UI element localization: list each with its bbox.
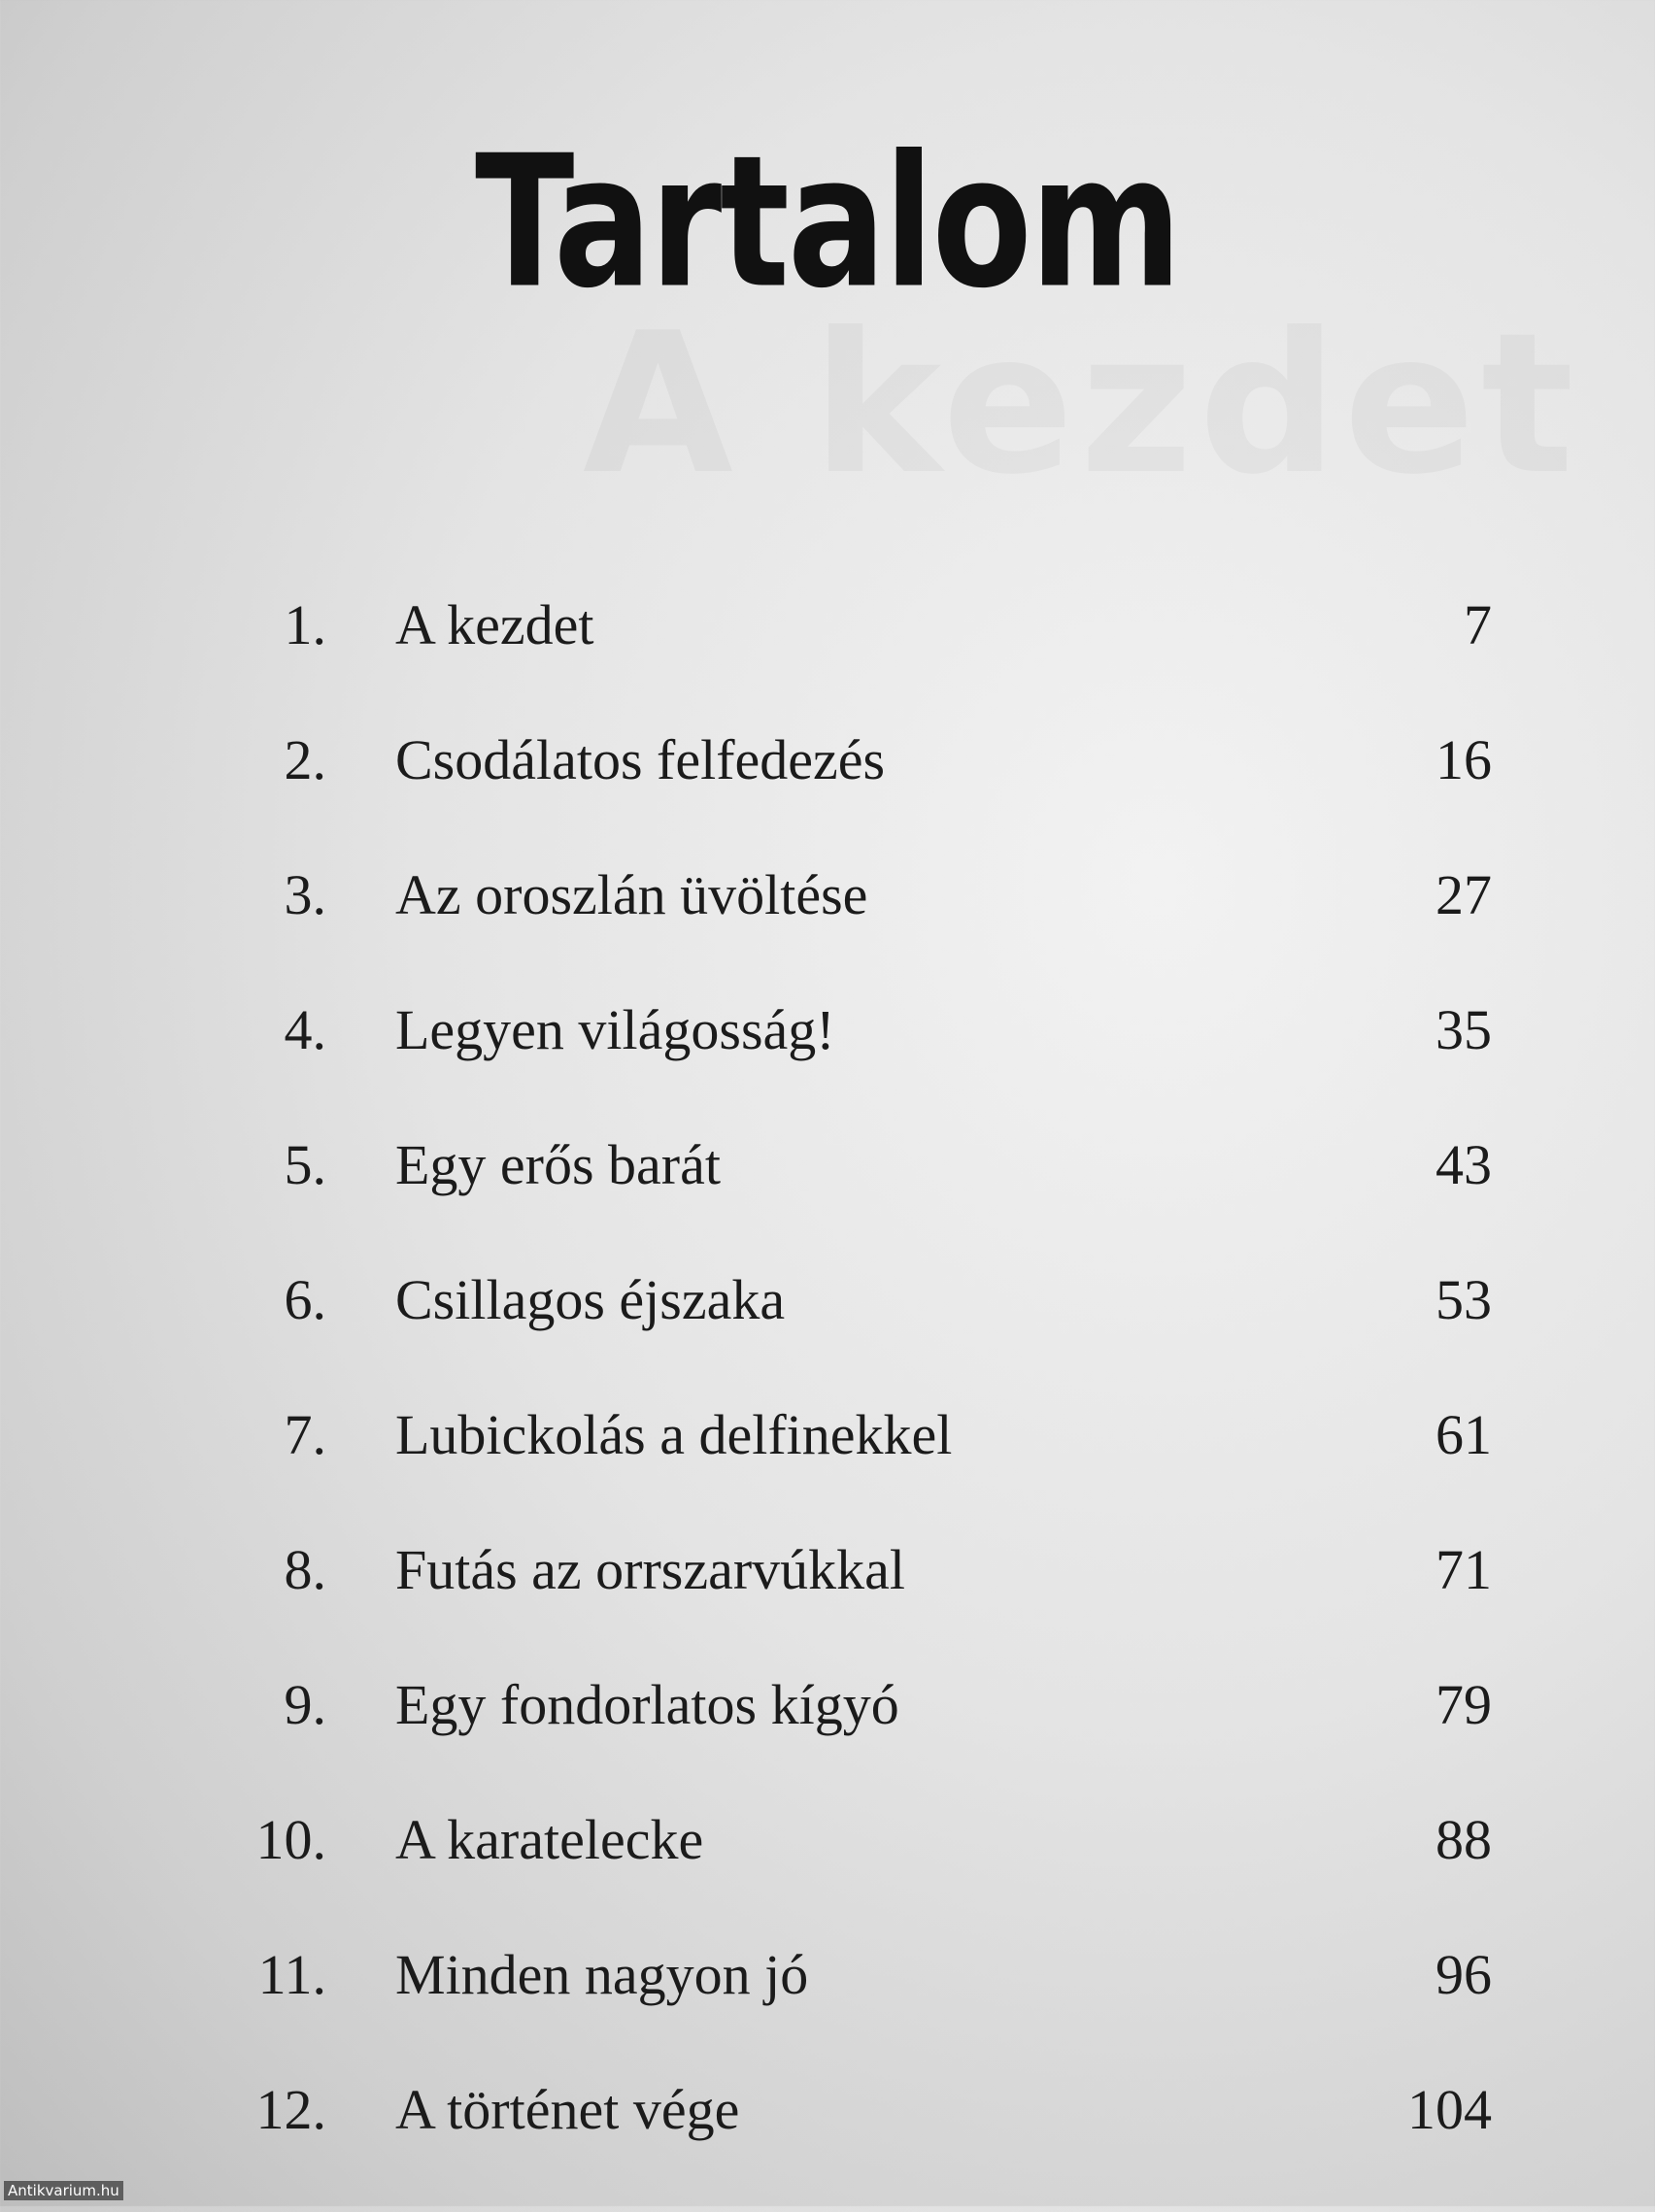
toc-entry[interactable] xyxy=(0,727,1655,862)
chapter-number: 12. xyxy=(255,2078,326,2141)
toc-entry[interactable] xyxy=(0,997,1655,1132)
chapter-title: A karatelecke xyxy=(395,1808,704,1871)
chapter-number: 11. xyxy=(257,1943,326,2006)
chapter-number: 2. xyxy=(284,728,326,791)
chapter-title: Egy erős barát xyxy=(395,1133,721,1196)
toc-entry[interactable] xyxy=(0,1402,1655,1537)
toc-entry[interactable] xyxy=(0,1672,1655,1807)
chapter-number: 1. xyxy=(284,593,326,656)
chapter-title: Lubickolás a delfinekkel xyxy=(395,1403,953,1466)
toc-entry[interactable] xyxy=(0,1132,1655,1267)
toc-entry[interactable] xyxy=(0,1807,1655,1942)
page-title: Tartalom xyxy=(475,117,1180,328)
page-number: 16 xyxy=(1435,728,1492,791)
chapter-number: 10. xyxy=(255,1808,326,1871)
toc-entry[interactable] xyxy=(0,2077,1655,2212)
toc-entry[interactable] xyxy=(0,1942,1655,2077)
show-through-text: A kezdet xyxy=(583,291,1580,518)
chapter-number: 3. xyxy=(284,863,326,926)
chapter-number: 4. xyxy=(284,998,326,1061)
page-number: 104 xyxy=(1407,2078,1492,2141)
page-number: 43 xyxy=(1435,1133,1492,1196)
page-number: 7 xyxy=(1464,593,1492,656)
toc-entry[interactable] xyxy=(0,1267,1655,1402)
chapter-number: 5. xyxy=(284,1133,326,1196)
watermark: Antikvarium.hu xyxy=(4,2181,123,2200)
chapter-number: 7. xyxy=(284,1403,326,1466)
page-number: 96 xyxy=(1435,1943,1492,2006)
chapter-number: 9. xyxy=(284,1673,326,1736)
chapter-number: 6. xyxy=(284,1268,326,1331)
chapter-number: 8. xyxy=(284,1538,326,1601)
chapter-title: Az oroszlán üvöltése xyxy=(395,863,868,926)
toc-entry[interactable] xyxy=(0,1537,1655,1672)
chapter-title: A történet vége xyxy=(395,2078,740,2141)
chapter-title: A kezdet xyxy=(395,593,594,656)
toc-entry[interactable] xyxy=(0,862,1655,997)
toc-entry[interactable] xyxy=(0,592,1655,727)
page-number: 88 xyxy=(1435,1808,1492,1871)
chapter-title: Csillagos éjszaka xyxy=(395,1268,786,1331)
page-number: 27 xyxy=(1435,863,1492,926)
page-number: 61 xyxy=(1435,1403,1492,1466)
page-number: 35 xyxy=(1435,998,1492,1061)
chapter-title: Minden nagyon jó xyxy=(395,1943,809,2006)
chapter-title: Egy fondorlatos kígyó xyxy=(395,1673,899,1736)
page-number: 53 xyxy=(1435,1268,1492,1331)
chapter-title: Legyen világosság! xyxy=(395,998,835,1061)
page-number: 71 xyxy=(1435,1538,1492,1601)
chapter-title: Futás az orrszarvúkkal xyxy=(395,1538,906,1601)
chapter-title: Csodálatos felfedezés xyxy=(395,728,886,791)
page-number: 79 xyxy=(1435,1673,1492,1736)
table-of-contents xyxy=(0,592,1655,2212)
